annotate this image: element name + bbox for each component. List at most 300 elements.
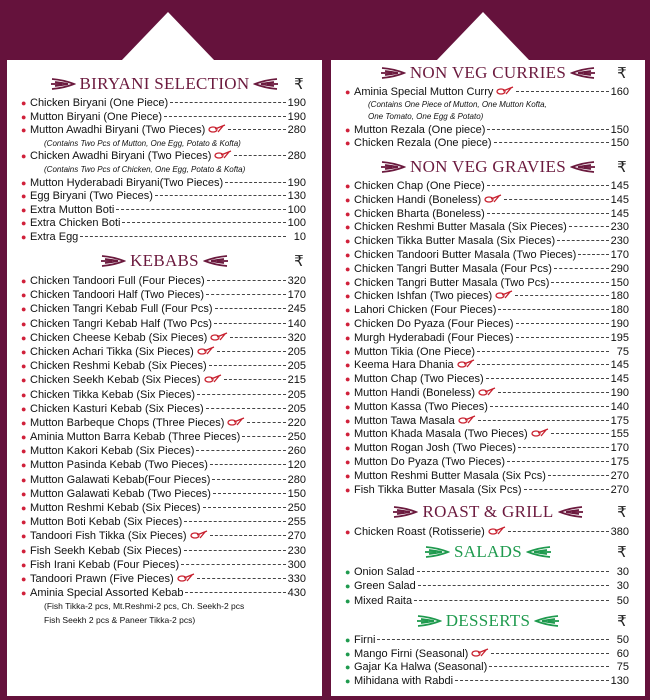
- dotted-leader: [230, 337, 285, 338]
- bullet-icon: ●: [21, 460, 27, 471]
- item-name: Mutton Do Pyaza (Two Pieces): [354, 455, 506, 468]
- bullet-icon: ●: [345, 208, 351, 219]
- menu-item[interactable]: [21, 331, 306, 345]
- bullet-icon: ●: [21, 545, 27, 556]
- item-price: 205: [287, 402, 306, 415]
- menu-item[interactable]: [21, 359, 306, 373]
- dotted-leader: [234, 155, 285, 156]
- item-name: Chicken Reshmi Butter Masala (Six Pieces): [354, 221, 567, 234]
- bullet-icon: ●: [345, 387, 351, 398]
- bullet-icon: ●: [345, 249, 351, 260]
- menu-item[interactable]: [21, 373, 306, 387]
- item-note: (Contains Two Pcs of Chicken, One Egg, Potato & Kofta): [44, 164, 246, 174]
- menu-item[interactable]: [345, 124, 629, 137]
- menu-item[interactable]: [345, 442, 629, 456]
- item-price: 180: [610, 304, 629, 317]
- item-price: 205: [287, 388, 306, 401]
- dotted-leader: [504, 199, 608, 200]
- menu-section: [331, 62, 645, 150]
- item-price: 120: [287, 459, 306, 472]
- dotted-leader: [551, 282, 608, 283]
- menu-item[interactable]: [21, 274, 306, 288]
- dotted-leader: [455, 680, 609, 681]
- item-name: Keema Hara Dhania: [354, 359, 454, 372]
- item-name: Mutton Rezala (One piece): [354, 123, 486, 136]
- item-price: 220: [287, 416, 306, 429]
- item-price: 170: [287, 289, 306, 302]
- dotted-leader: [242, 436, 285, 437]
- item-name: Fish Irani Kebab (Four Pieces): [30, 558, 180, 571]
- menu-item[interactable]: [21, 345, 306, 359]
- swirl-ornament-left-icon: [380, 160, 406, 174]
- item-name: Aminia Special Assorted Kebab: [30, 587, 184, 600]
- item-name: Tandoori Prawn (Five Pieces): [30, 572, 174, 585]
- item-name: Fish Seekh Kebab (Six Pieces): [30, 544, 182, 557]
- bullet-icon: ●: [21, 559, 27, 570]
- rupee-symbol: ₹: [617, 503, 627, 521]
- bullet-icon: ●: [345, 291, 351, 302]
- menu-item[interactable]: [345, 594, 629, 608]
- dotted-leader: [184, 521, 285, 522]
- menu-item[interactable]: [345, 456, 629, 470]
- menu-item[interactable]: [345, 634, 629, 648]
- bullet-icon: ●: [345, 470, 351, 481]
- item-price: 190: [610, 317, 629, 330]
- dotted-leader: [516, 91, 608, 92]
- menu-item[interactable]: [345, 332, 629, 346]
- dotted-leader: [116, 209, 285, 210]
- item-name: Chicken Tikka Butter Masala (Six Pieces): [354, 235, 556, 248]
- bullet-icon: ●: [21, 588, 27, 599]
- section-heading: [7, 73, 322, 95]
- item-price: 270: [610, 469, 629, 482]
- dotted-leader: [377, 639, 609, 640]
- item-name: Extra Chicken Boti: [30, 217, 121, 230]
- item-price: 145: [610, 373, 629, 386]
- menu-item[interactable]: [345, 648, 629, 662]
- dotted-leader: [557, 240, 609, 241]
- bullet-icon: ●: [345, 318, 351, 329]
- bullet-icon: ●: [345, 277, 351, 288]
- item-name: Chicken Biryani (One Piece): [30, 97, 169, 109]
- chef-special-icon: [496, 86, 514, 95]
- menu-item[interactable]: [345, 373, 629, 387]
- item-price: 30: [616, 580, 629, 593]
- swirl-ornament-right-icon: [558, 505, 584, 519]
- bullet-icon: ●: [345, 527, 351, 537]
- bullet-icon: ●: [21, 191, 27, 202]
- item-price: 10: [293, 230, 306, 243]
- menu-item[interactable]: [345, 249, 629, 263]
- item-name: Chicken Awadhi Biryani (Two Pieces): [30, 150, 212, 163]
- menu-item[interactable]: [21, 288, 306, 302]
- menu-item[interactable]: [345, 221, 629, 235]
- item-name: Chicken Tangri Butter Masala (Two Pcs): [354, 276, 550, 289]
- menu-item[interactable]: [21, 217, 306, 231]
- item-name: Chicken Achari Tikka (Six Pieces): [30, 345, 194, 358]
- chef-special-icon: [484, 194, 502, 203]
- item-name: Mutton Biryani (One Piece): [30, 110, 163, 123]
- menu-item[interactable]: [345, 137, 629, 150]
- item-name: Chicken Tangri Kebab Full (Four Pcs): [30, 303, 213, 316]
- bullet-icon: ●: [21, 304, 27, 315]
- dotted-leader: [417, 571, 609, 572]
- bullet-icon: ●: [21, 446, 27, 457]
- dotted-leader: [487, 213, 609, 214]
- bullet-icon: ●: [21, 389, 27, 400]
- menu-item[interactable]: [21, 177, 306, 191]
- item-price: 300: [287, 558, 306, 571]
- chef-special-icon: [478, 387, 496, 396]
- item-name: Lahori Chicken (Four Pieces): [354, 304, 497, 317]
- dotted-leader: [210, 535, 286, 536]
- dotted-leader: [515, 295, 608, 296]
- menu-item-list: [7, 274, 322, 627]
- section-title: DESSERTS: [445, 611, 531, 630]
- right-panel-peak: [436, 12, 530, 61]
- item-price: 175: [610, 414, 629, 427]
- bullet-icon: ●: [21, 290, 27, 301]
- rupee-symbol: ₹: [617, 543, 627, 561]
- menu-item[interactable]: [345, 415, 629, 429]
- dotted-leader: [228, 129, 285, 130]
- chef-special-icon: [531, 428, 549, 437]
- bullet-icon: ●: [345, 332, 351, 343]
- menu-item[interactable]: [21, 444, 306, 458]
- bullet-icon: ●: [345, 181, 351, 191]
- menu-item[interactable]: [21, 190, 306, 204]
- dotted-leader: [217, 351, 286, 352]
- dotted-leader: [551, 433, 609, 434]
- bullet-icon: ●: [345, 581, 351, 592]
- swirl-ornament-left-icon: [50, 77, 76, 91]
- item-price: 205: [287, 360, 306, 373]
- item-name: Tandoori Fish Tikka (Six Pieces): [30, 530, 187, 543]
- item-name: Mutton Reshmi Butter Masala (Six Pcs): [354, 469, 546, 482]
- item-name: Gajar Ka Halwa (Seasonal): [354, 661, 488, 673]
- menu-item[interactable]: [21, 111, 306, 125]
- item-name: Mutton Chap (Two Pieces): [354, 373, 484, 386]
- item-price: 270: [287, 530, 306, 543]
- bullet-icon: ●: [345, 662, 351, 672]
- dotted-leader: [196, 450, 285, 451]
- section-heading: [331, 62, 645, 84]
- menu-item[interactable]: [345, 359, 629, 373]
- right-menu-panel: [331, 60, 645, 696]
- item-name: Chicken Chap (One Piece): [354, 180, 485, 192]
- menu-item[interactable]: [21, 458, 306, 472]
- rupee-symbol: ₹: [617, 158, 627, 176]
- dotted-leader: [206, 294, 286, 295]
- section-heading: [331, 541, 645, 563]
- item-name: Mihidana with Rabdi: [354, 674, 454, 687]
- item-price: 230: [287, 544, 306, 557]
- menu-item[interactable]: [345, 387, 629, 401]
- bullet-icon: ●: [21, 361, 27, 372]
- bullet-icon: ●: [21, 432, 27, 443]
- menu-item[interactable]: [21, 204, 306, 218]
- item-price: 155: [610, 428, 629, 441]
- item-price: 195: [610, 331, 629, 344]
- dotted-leader: [197, 394, 286, 395]
- section-title: KEBABS: [130, 251, 199, 270]
- rupee-symbol: ₹: [294, 252, 304, 270]
- menu-item[interactable]: [345, 86, 629, 99]
- chef-special-icon: [190, 530, 208, 539]
- dotted-leader: [197, 578, 286, 579]
- item-price: 190: [287, 110, 306, 123]
- item-name: Mutton Rogan Josh (Two Pieces): [354, 442, 517, 455]
- item-price: 50: [616, 634, 629, 646]
- item-price: 50: [616, 594, 629, 607]
- menu-item[interactable]: [21, 388, 306, 402]
- menu-item[interactable]: [345, 180, 629, 194]
- menu-item[interactable]: [21, 430, 306, 444]
- item-price: 160: [610, 86, 629, 98]
- item-name: Extra Mutton Boti: [30, 203, 115, 216]
- menu-item-list: [331, 525, 645, 539]
- dotted-leader: [554, 268, 609, 269]
- chef-special-icon: [177, 573, 195, 582]
- item-name: Chicken Rezala (One piece): [354, 136, 492, 149]
- menu-item[interactable]: [21, 231, 306, 245]
- item-name: Onion Salad: [354, 566, 415, 578]
- dotted-leader: [524, 489, 609, 490]
- item-price: 145: [610, 207, 629, 220]
- dotted-leader: [414, 600, 609, 601]
- swirl-ornament-left-icon: [380, 66, 406, 80]
- dotted-leader: [477, 351, 609, 352]
- item-note: Fish Seekh 2 pcs & Paneer Tikka-2 pcs): [44, 614, 196, 625]
- dotted-leader: [569, 226, 609, 227]
- bullet-icon: ●: [345, 415, 351, 426]
- item-name: Egg Biryani (Two Pieces): [30, 190, 153, 203]
- item-name: Mutton Barbeque Chops (Three Pieces): [30, 416, 225, 429]
- item-price: 30: [616, 566, 629, 578]
- item-name: Firni: [354, 634, 376, 646]
- chef-special-icon: [227, 417, 245, 426]
- menu-item[interactable]: [345, 675, 629, 689]
- menu-item[interactable]: [21, 124, 306, 138]
- item-name: Chicken Reshmi Kebab (Six Pieces): [30, 360, 207, 373]
- item-price: 205: [287, 345, 306, 358]
- item-price: 190: [610, 386, 629, 399]
- item-price: 170: [610, 248, 629, 261]
- item-name: Mutton Boti Kebab (Six Pieces): [30, 516, 183, 529]
- dotted-leader: [209, 365, 286, 366]
- item-name: Chicken Tikka Kebab (Six Pieces): [30, 388, 196, 401]
- menu-item[interactable]: [21, 558, 306, 572]
- item-name: Chicken Bharta (Boneless): [354, 207, 485, 220]
- dotted-leader: [247, 422, 285, 423]
- bullet-icon: ●: [21, 573, 27, 584]
- item-note: (Contains One Piece of Mutton, One Mutton Kofta,: [368, 100, 547, 110]
- bullet-icon: ●: [345, 346, 351, 357]
- menu-item[interactable]: [345, 304, 629, 318]
- menu-item[interactable]: [21, 97, 306, 111]
- bullet-icon: ●: [21, 375, 27, 386]
- item-name: Chicken Tandoori Full (Four Pieces): [30, 275, 205, 287]
- bullet-icon: ●: [21, 403, 27, 414]
- item-name: Mutton Kassa (Two Pieces): [354, 400, 488, 413]
- item-name: Mutton Pasinda Kebab (Two Pieces): [30, 459, 208, 472]
- item-price: 230: [610, 235, 629, 248]
- bullet-icon: ●: [21, 417, 27, 428]
- bullet-icon: ●: [21, 503, 27, 513]
- menu-item[interactable]: [21, 473, 306, 487]
- menu-item[interactable]: [345, 290, 629, 304]
- menu-item[interactable]: [345, 401, 629, 415]
- dotted-leader: [213, 493, 286, 494]
- menu-item[interactable]: [345, 484, 629, 498]
- menu-item[interactable]: [21, 572, 306, 586]
- item-price: 430: [287, 587, 306, 600]
- dotted-leader: [548, 475, 609, 476]
- item-price: 100: [287, 217, 306, 230]
- menu-item[interactable]: [21, 487, 306, 501]
- bullet-icon: ●: [21, 111, 27, 122]
- menu-item[interactable]: [345, 470, 629, 484]
- menu-item-list: [331, 86, 645, 150]
- menu-item[interactable]: [345, 235, 629, 249]
- item-price: 330: [287, 572, 306, 585]
- item-name: Chicken Tandoori Half (Two Pieces): [30, 289, 205, 302]
- dotted-leader: [518, 447, 609, 448]
- bullet-icon: ●: [345, 675, 351, 686]
- dotted-leader: [181, 564, 285, 565]
- menu-item[interactable]: [21, 529, 306, 543]
- item-price: 140: [287, 317, 306, 330]
- left-menu-panel: [7, 60, 322, 696]
- rupee-symbol: ₹: [617, 612, 627, 630]
- left-panel-peak: [121, 12, 215, 61]
- dotted-leader: [491, 653, 609, 654]
- item-price: 150: [610, 123, 629, 136]
- menu-item[interactable]: [345, 428, 629, 442]
- item-name: Chicken Roast (Rotisserie): [354, 526, 485, 538]
- section-title: NON VEG CURRIES: [409, 63, 567, 82]
- menu-section: [331, 501, 645, 539]
- dotted-leader: [508, 531, 609, 532]
- menu-item[interactable]: [345, 318, 629, 332]
- item-price: 170: [610, 442, 629, 455]
- menu-item[interactable]: [345, 194, 629, 208]
- item-price: 150: [610, 136, 629, 149]
- menu-item-list: [331, 634, 645, 688]
- menu-item[interactable]: [345, 579, 629, 593]
- bullet-icon: ●: [21, 125, 27, 136]
- rupee-symbol: ₹: [294, 75, 304, 93]
- bullet-icon: ●: [21, 204, 27, 215]
- bullet-icon: ●: [345, 595, 351, 606]
- chef-special-icon: [495, 290, 513, 299]
- menu-item[interactable]: [21, 501, 306, 515]
- item-name: Mutton Handi (Boneless): [354, 386, 476, 399]
- menu-item[interactable]: [345, 525, 629, 539]
- item-name: Chicken Tangri Butter Masala (Four Pcs): [354, 262, 552, 275]
- dotted-leader: [516, 323, 609, 324]
- menu-section: [331, 541, 645, 608]
- dotted-leader: [170, 102, 285, 103]
- item-price: 140: [610, 400, 629, 413]
- item-price: 75: [616, 345, 629, 358]
- bullet-icon: ●: [345, 305, 351, 316]
- dotted-leader: [498, 392, 609, 393]
- dotted-leader: [215, 308, 286, 309]
- bullet-icon: ●: [345, 567, 351, 577]
- menu-section: [331, 610, 645, 688]
- dotted-leader: [185, 592, 285, 593]
- bullet-icon: ●: [21, 98, 27, 108]
- menu-item[interactable]: [345, 661, 629, 675]
- dotted-leader: [122, 222, 285, 223]
- swirl-ornament-left-icon: [416, 614, 442, 628]
- item-price: 260: [287, 445, 306, 458]
- menu-item[interactable]: [345, 208, 629, 222]
- item-price: 270: [610, 483, 629, 496]
- swirl-ornament-left-icon: [100, 254, 126, 268]
- chef-special-icon: [471, 648, 489, 657]
- menu-item[interactable]: [21, 544, 306, 558]
- menu-item[interactable]: [21, 515, 306, 529]
- item-name: Mutton Kakori Kebab (Six Pieces): [30, 445, 195, 458]
- menu-item[interactable]: [21, 416, 306, 430]
- item-price: 100: [287, 203, 306, 216]
- chef-special-icon: [457, 359, 475, 368]
- dotted-leader: [203, 507, 286, 508]
- item-name: Mutton Hyderabadi Biryani(Two Pieces): [30, 176, 224, 189]
- dotted-leader: [490, 406, 609, 407]
- menu-item[interactable]: [345, 565, 629, 579]
- item-price: 250: [287, 502, 306, 514]
- rupee-symbol: ₹: [617, 64, 627, 82]
- dotted-leader: [212, 479, 285, 480]
- dotted-leader: [164, 116, 286, 117]
- bullet-icon: ●: [345, 429, 351, 440]
- bullet-icon: ●: [345, 124, 351, 135]
- bullet-icon: ●: [21, 531, 27, 542]
- item-price: 215: [287, 374, 306, 387]
- menu-item[interactable]: [21, 150, 306, 164]
- item-price: 190: [287, 97, 306, 109]
- menu-item[interactable]: [345, 263, 629, 277]
- bullet-icon: ●: [21, 231, 27, 242]
- item-price: 190: [287, 176, 306, 189]
- dotted-leader: [207, 280, 286, 281]
- bullet-icon: ●: [345, 648, 351, 659]
- section-title: SALADS: [454, 542, 522, 561]
- bullet-icon: ●: [345, 456, 351, 467]
- item-name: Aminia Special Mutton Curry: [354, 86, 494, 98]
- chef-special-icon: [210, 332, 228, 341]
- menu-item[interactable]: [21, 586, 306, 600]
- menu-item[interactable]: [345, 277, 629, 291]
- item-price: 290: [610, 262, 629, 275]
- dotted-leader: [80, 236, 286, 237]
- dotted-leader: [487, 185, 609, 186]
- item-price: 60: [616, 647, 629, 660]
- menu-item[interactable]: [21, 317, 306, 331]
- item-price: 245: [287, 303, 306, 316]
- menu-item[interactable]: [345, 346, 629, 360]
- dotted-leader: [486, 378, 609, 379]
- item-price: 280: [287, 473, 306, 486]
- item-name: Extra Egg: [30, 230, 79, 243]
- menu-item[interactable]: [21, 302, 306, 316]
- menu-item[interactable]: [21, 402, 306, 416]
- section-heading: [331, 501, 645, 523]
- bullet-icon: ●: [345, 443, 351, 454]
